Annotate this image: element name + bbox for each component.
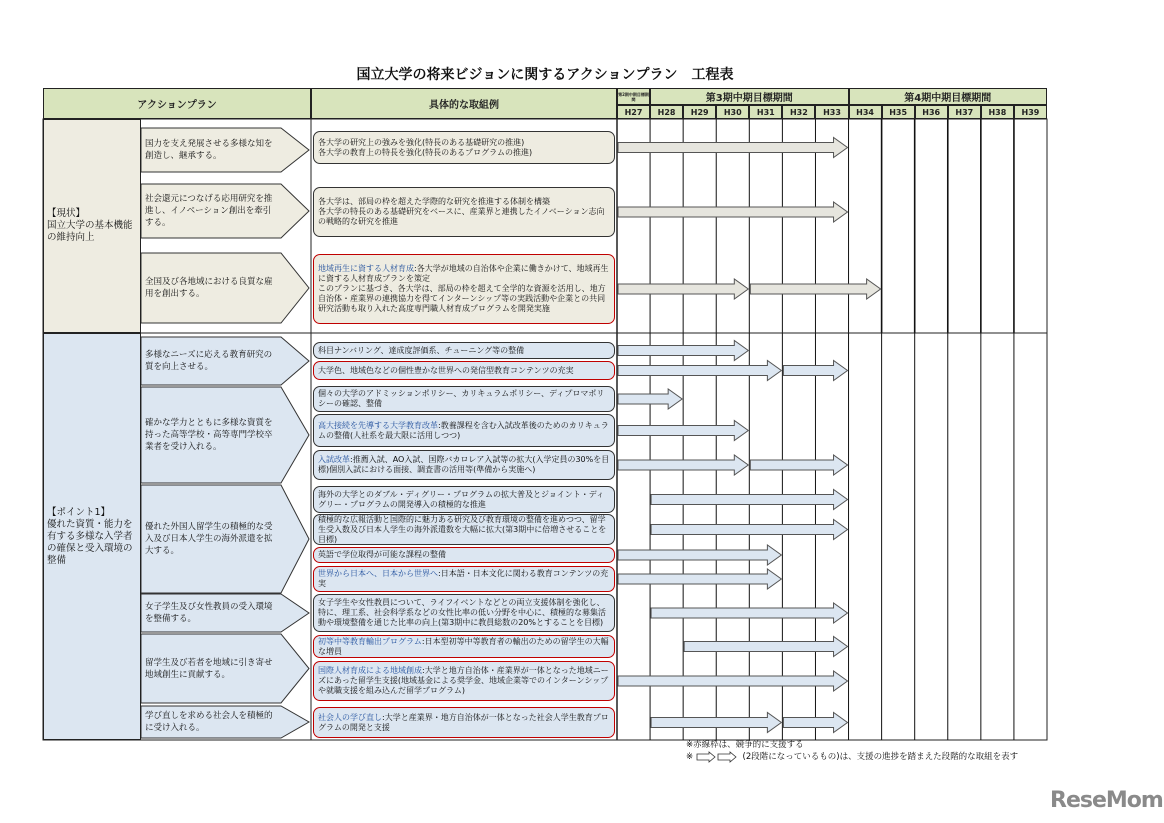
year-header-H28: H28: [650, 105, 683, 119]
example-text-wrap: [318, 138, 532, 158]
example-item: [313, 361, 615, 380]
goal-label: 多様なニーズに応える教育研究の質を向上させる。: [145, 350, 273, 372]
schedule-arrow-H27-H33: [618, 671, 848, 691]
note-competitive: ※赤線枠は、競争的に支援する: [686, 740, 804, 750]
schedule-arrow-H27-H31: [618, 569, 781, 589]
year-header-H27: H27: [617, 105, 650, 119]
example-item: [313, 635, 615, 658]
schedule-arrow-H27-H33: [618, 138, 848, 158]
example-text: 科目ナンバリング、達成度評価系、チューニング等の整備: [318, 345, 525, 355]
section-category: 【ポイント1】 優れた資質・能力を有する多様な入学者の確保と受入環境の整備: [43, 333, 141, 740]
example-item: [313, 450, 615, 480]
year-header-H34: H34: [849, 105, 882, 119]
example-item: [313, 131, 615, 164]
example-text: 女子学生や女性教員について、ライフイベントなどとの両立支援体制を強化し、特に、理工系、社会科学系などの女性比率の低い分野を中心に、積極的な募集活動や環境整備を通じた比率の向上(第3期中に教員総数の20%とすることを目標): [318, 598, 606, 627]
goal-label: 女子学生及び女性教員の受入環境を整備する。: [145, 602, 273, 624]
goal-label: 確かな学力とともに多様な資質を持った高等学校・高等専門学校卒業者を受け入れる。: [145, 418, 273, 452]
example-text-wrap: [318, 490, 610, 510]
example-text: 海外の大学とのダブル・ディグリー・プログラムの拡大普及とジョイント・ディグリー・プログラムの開発導入の積極的な推進: [318, 489, 605, 509]
year-header-H37: H37: [948, 105, 981, 119]
example-item: [313, 414, 615, 447]
example-item: [313, 386, 615, 412]
schedule-arrow-H27-H31: [618, 361, 781, 381]
example-text-wrap: [318, 421, 610, 441]
two-stage-arrow-icon: [696, 751, 740, 763]
note-two-stage: [686, 750, 1018, 763]
example-text-wrap: [318, 637, 610, 657]
example-text: :日本語・日本文化に関わる教育コンテンツの充実: [318, 569, 609, 588]
example-text-wrap: [318, 550, 446, 560]
year-header-H29: H29: [683, 105, 716, 119]
year-header-H30: H30: [716, 105, 749, 119]
year-header-H31: H31: [749, 105, 782, 119]
note-text: (2段階になっているもの)は、支援の進捗を踏まえた段階的な取組を表す: [742, 752, 1019, 762]
example-item: [313, 547, 615, 563]
schedule-arrow-H31-H33: [750, 455, 847, 475]
example-prefix: 国際人材育成による地域創成: [318, 666, 422, 675]
goal-label: 学び直しを求める社会人を積極的に受け入れる。: [145, 711, 273, 733]
example-item: [313, 514, 615, 545]
resemom-logo: ReseMom: [1050, 788, 1163, 813]
example-text-wrap: [318, 264, 610, 314]
example-text-wrap: [318, 366, 574, 376]
example-text-wrap: [318, 455, 610, 475]
example-item: [313, 342, 615, 359]
example-item: [313, 594, 615, 632]
example-text-wrap: [318, 713, 610, 733]
goal-label: 優れた外国人留学生の積極的な受入及び日本人学生の海外派遣を拡大する。: [145, 522, 273, 556]
goal-label: 国力を支え発展させる多様な知を創造し、継承する。: [145, 139, 273, 161]
example-text: 各大学は、部局の枠を超えた学際的な研究を推進する体制を構築 各大学の特長のある基礎研究をベースに、産業界と連携したイノベーション志向の戦略的な研究を推進: [318, 197, 605, 226]
example-text: :日本型初等中等教育者の輸出のための留学生の大幅な増員: [318, 636, 609, 656]
goal-label: 社会還元につなげる応用研究を推進し、イノベーション創出を牽引する。: [145, 194, 273, 228]
example-text-wrap: [318, 389, 610, 409]
schedule-arrow-H29-H33: [684, 637, 847, 657]
page-title: 国立大学の将来ビジョンに関するアクションプラン 工程表: [356, 67, 734, 83]
example-item: [313, 707, 615, 738]
example-item: [313, 486, 615, 513]
example-text-wrap: [318, 346, 524, 356]
column-header-examples: 具体的な取組例: [311, 88, 617, 119]
year-header-H39: H39: [1014, 105, 1047, 119]
period-2-header: 第2期中期目標期間: [617, 88, 650, 105]
example-text: :教養課程を含む入試改革後のためのカリキュラムの整備(人社系を最大限に活用しつつ): [318, 420, 609, 440]
schedule-arrow-H27-H33: [618, 202, 848, 222]
goal-label: 全国及び各地域における良質な雇用を創出する。: [145, 277, 273, 299]
example-text: 英語で学位取得が可能な課程の整備: [318, 550, 446, 559]
example-item: [313, 661, 615, 701]
example-item: [313, 254, 615, 324]
example-prefix: 高大接続を先導する大学教育改革: [318, 420, 438, 430]
example-text: :大学と産業界・地方自治体が一体となった社会人学生教育プログラムの開発と支援: [318, 712, 609, 732]
example-prefix: 地域再生に資する人材育成: [318, 264, 414, 273]
goal-label: 留学生及び若者を地域に引き寄せ地域創生に貢献する。: [145, 657, 273, 680]
column-header-plan: アクションプラン: [43, 88, 311, 119]
example-text: 各大学の研究上の強みを強化(特長のある基礎研究の推進) 各大学の教育上の特長を強化(特長のあるプログラムの推進): [318, 137, 533, 157]
example-prefix: 社会人の学び直し: [318, 712, 382, 722]
year-header-H38: H38: [981, 105, 1014, 119]
period-3-header: 第3期中期目標期間: [650, 88, 848, 105]
example-text-wrap: [318, 569, 610, 589]
schedule-arrow-H27-H31: [618, 545, 781, 565]
example-text: :大学と地方自治体・産業界が一体となった地域ニーズにあった留学生支援(地域基金による奨学金、地域企業等でのインターンシップや就職支援を組み込んだ留学プログラム): [318, 666, 609, 695]
example-text: :各大学が地域の自治体や企業に働きかけて、地域再生に資する人材育成プランを策定 このプランに基づき、各大学は、部局の枠を超えて全学的な資源を活用し、地方自治体・産業界の連携協力を得てインターンシップ等の実践活動や企業との共同研究活動も取り入れた高度専門職人材育成プログラムを開発実施: [318, 264, 609, 313]
example-item: [313, 566, 615, 592]
period-4-header: 第4期中期目標期間: [849, 88, 1047, 105]
example-text: 積極的な広報活動と国際的に魅力ある研究及び教育環境の整備を進めつつ、留学生受入数及び日本人学生の海外派遣数を大幅に拡大(第3期中に倍増させることを目標): [318, 514, 607, 544]
example-text-wrap: [318, 515, 610, 545]
note-mark: ※: [686, 752, 694, 762]
year-header-H32: H32: [782, 105, 815, 119]
year-header-H33: H33: [815, 105, 848, 119]
example-prefix: 初等中等教育輸出プログラム: [318, 636, 422, 646]
example-text-wrap: [318, 197, 610, 227]
example-text: :推薦入試、AO入試、国際バカロレア入試等の拡大(入学定員の30%を目標)個別入試における面接、調査書の活用等(準備から実施へ): [318, 455, 610, 474]
section-category: 【現状】 国立大学の基本機能の維持向上: [43, 119, 141, 333]
example-text-wrap: [318, 598, 610, 628]
year-header-H35: H35: [882, 105, 915, 119]
example-text: 個々の大学のアドミッションポリシー、カリキュラムポリシー、ディプロマポリシーの確認、整備: [318, 389, 605, 408]
example-prefix: 入試改革: [318, 455, 350, 464]
example-item: [313, 187, 615, 237]
example-text: 大学色、地域色などの個性豊かな世界への発信型教育コンテンツの充実: [318, 365, 574, 375]
example-text-wrap: [318, 666, 610, 696]
year-header-H36: H36: [915, 105, 948, 119]
example-prefix: 世界から日本へ、日本から世界へ: [318, 569, 438, 578]
